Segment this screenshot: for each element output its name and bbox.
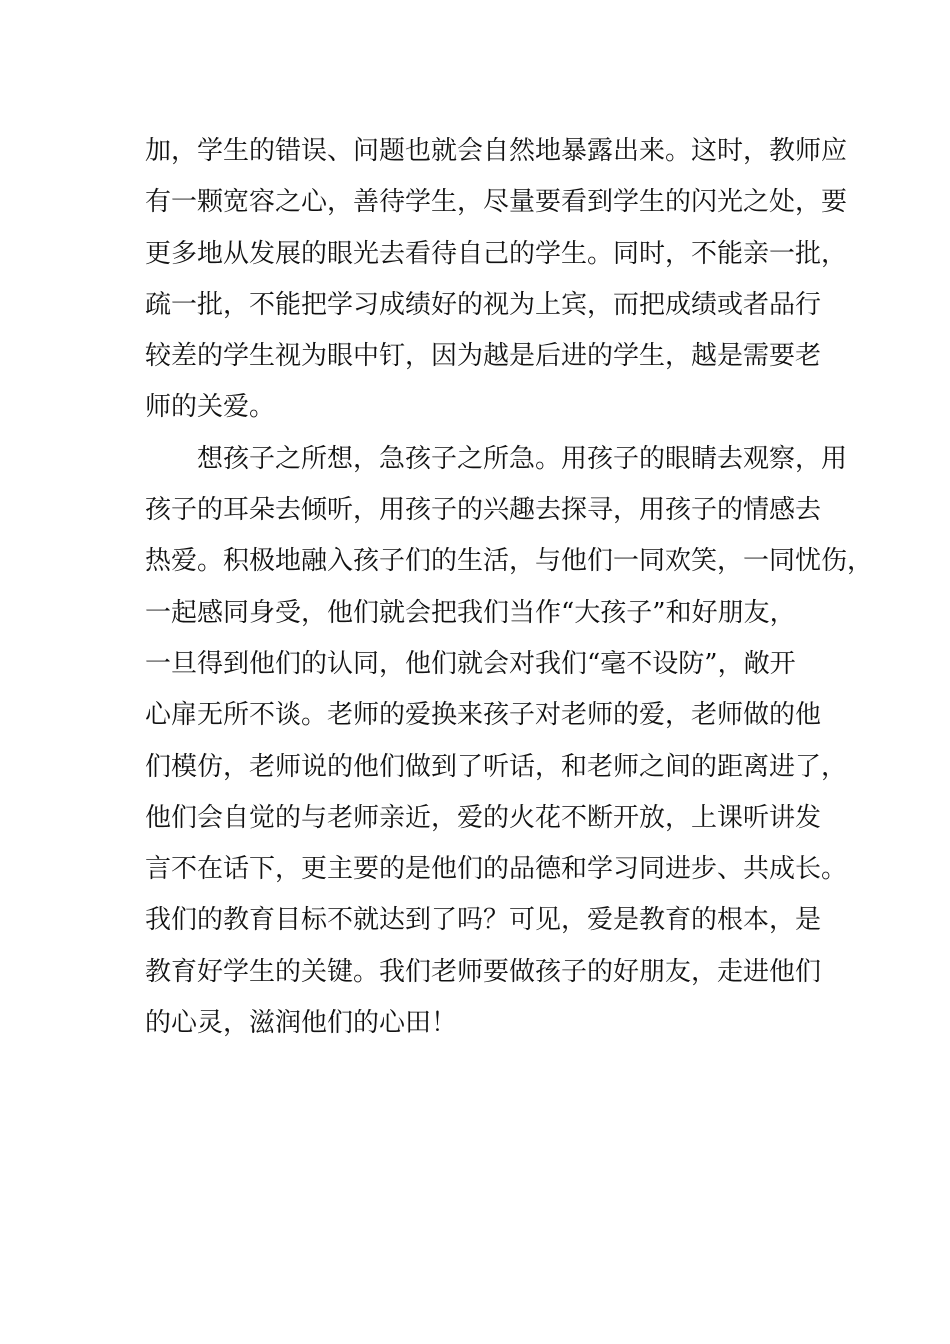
paragraph-line: 想孩子之所想，急孩子之所急。用孩子的眼睛去观察，用: [197, 443, 848, 474]
paragraph-line: 教育好学生的关键。我们老师要做孩子的好朋友，走进他们: [145, 956, 822, 987]
paragraph-line: 的心灵，滋润他们的心田！: [145, 1008, 458, 1039]
paragraph-1: [145, 126, 848, 434]
paragraph-line: 我们的教育目标不就达到了吗？可见，爱是教育的根本，是: [145, 905, 822, 936]
document-body: [145, 126, 874, 1049]
paragraph-line: 他们会自觉的与老师亲近，爱的火花不断开放，上课听讲发: [145, 802, 822, 833]
paragraph-line: 师的关爱。: [145, 392, 276, 423]
paragraph-line: 疏一批，不能把学习成绩好的视为上宾，而把成绩或者品行: [145, 289, 822, 320]
paragraph-line: 更多地从发展的眼光去看待自己的学生。同时，不能亲一批，: [145, 238, 848, 269]
paragraph-2: [145, 434, 874, 1050]
paragraph-line: 有一颗宽容之心，善待学生，尽量要看到学生的闪光之处，要: [145, 187, 848, 218]
paragraph-line: 一旦得到他们的认同，他们就会对我们“毫不设防”，敞开: [145, 648, 796, 679]
paragraph-line: 孩子的耳朵去倾听，用孩子的兴趣去探寻，用孩子的情感去: [145, 495, 822, 526]
paragraph-line: 心扉无所不谈。老师的爱换来孩子对老师的爱，老师做的他: [145, 700, 822, 731]
paragraph-line: 加，学生的错误、问题也就会自然地暴露出来。这时，教师应: [145, 136, 848, 166]
paragraph-line: 们模仿，老师说的他们做到了听话，和老师之间的距离进了，: [145, 751, 848, 782]
paragraph-line: 一起感同身受，他们就会把我们当作“大孩子”和好朋友，: [145, 597, 796, 628]
paragraph-line: 热爱。积极地融入孩子们的生活，与他们一同欢笑，一同忧伤，: [145, 546, 874, 577]
paragraph-line: 较差的学生视为眼中钉，因为越是后进的学生，越是需要老: [145, 341, 822, 372]
paragraph-line: 言不在话下，更主要的是他们的品德和学习同进步、共成长。: [145, 854, 848, 885]
